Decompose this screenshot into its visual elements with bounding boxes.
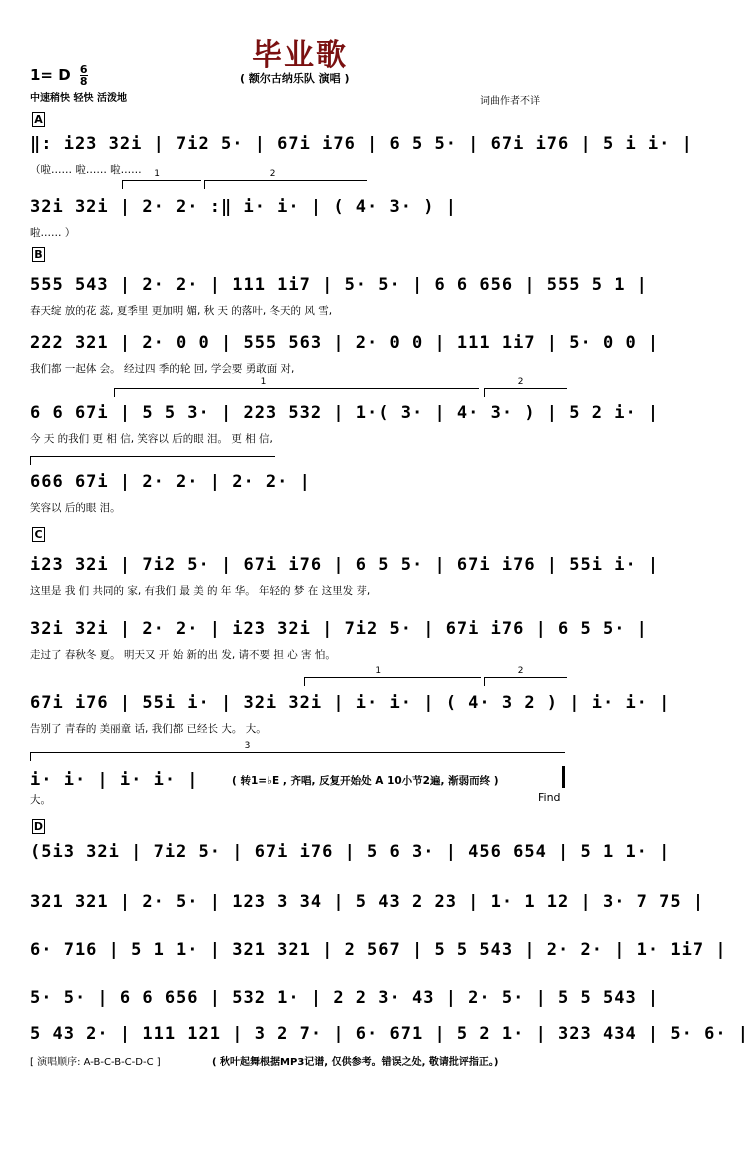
notation-line: (5i3 32i | 7i2 5· | 67i i76 | 5 6 3· | 456 654 | 5 1 1· | [30, 842, 671, 862]
volta-bracket: 1 [304, 677, 481, 686]
tempo-marking: 中速稍快 轻快 活泼地 [30, 93, 127, 104]
notation-line: 555 543 | 2· 2· | 111 1i7 | 5· 5· | 6 6 656 | 555 5 1 | [30, 275, 648, 295]
notation-line: 6 6 67i | 5 5 3· | 223 532 | 1·( 3· | 4· 3· ) | 5 2 i· | [30, 403, 660, 423]
score-row [30, 393, 660, 453]
section-c-label: C [32, 527, 45, 542]
score-row [30, 545, 660, 605]
score-row [30, 323, 660, 383]
key-label: 1= D [30, 66, 71, 84]
volta-bracket: 2 [204, 180, 367, 189]
lyrics-line: 春天绽 放的花 蕊, 夏季里 更加明 媚, 秋 天 的落叶, 冬天的 风 雪, [30, 305, 333, 317]
time-denominator: 8 [79, 75, 88, 88]
score-row [30, 265, 648, 325]
fine-marker: Find [538, 791, 561, 804]
lyrics-line: 告别了 青春的 美丽童 话, 我们都 已经长 大。 大。 [30, 723, 267, 735]
volta-bracket: 2 [484, 677, 567, 686]
notation-line: i23 32i | 7i2 5· | 67i i76 | 6 5 5· | 67i i76 | 55i i· | [30, 555, 660, 575]
modulation-note: ( 转1=♭E , 齐唱, 反复开始处 A 10小节2遍, 渐弱而终 ) [232, 775, 499, 787]
score-row [30, 462, 570, 522]
section-a-label: A [32, 112, 45, 127]
notation-line: 5 43 2· | 111 121 | 3 2 7· | 6· 671 | 5 2 1· | 323 434 | 5· 6· | [30, 1024, 749, 1044]
lyrics-line: 我们都 一起体 会。 经过四 季的轮 回, 学会要 勇敢面 对, [30, 363, 295, 375]
score-row [30, 124, 693, 184]
time-signature [80, 64, 88, 87]
lyrics-line: 啦…… ） [30, 227, 76, 239]
score-row [30, 760, 230, 820]
volta-bracket: 1 [114, 388, 479, 397]
lyrics-line: 笑容以 后的眼 泪。 [30, 502, 121, 514]
lyrics-line: 大。 [30, 794, 51, 806]
notation-line: 6· 716 | 5 1 1· | 321 321 | 2 567 | 5 5 543 | 2· 2· | 1· 1i7 | [30, 940, 727, 960]
volta-bracket: 2 [484, 388, 567, 397]
performance-order: [ 演唱顺序: A-B-C-B-C-D-C ] [30, 1057, 161, 1068]
volta-bracket: 1 [122, 180, 201, 189]
notation-line: i· i· | i· i· | [30, 770, 199, 790]
score-row [30, 683, 671, 743]
lyrics-line: 这里是 我 们 共同的 家, 有我们 最 美 的 年 华。 年轻的 梦 在 这里发 芽, [30, 585, 371, 597]
volta-bracket: 3 [30, 752, 565, 761]
transcription-note: ( 秋叶起舞根据MP3记谱, 仅供参考。错误之处, 敬请批评指正。) [212, 1057, 499, 1068]
notation-line: 32i 32i | 2· 2· :‖ i· i· | ( 4· 3· ) | [30, 197, 457, 217]
score-row [30, 187, 570, 247]
key-signature [30, 64, 88, 87]
time-numerator: 6 [79, 63, 88, 76]
lyrics-line: 走过了 春秋冬 夏。 明天又 开 始 新的出 发, 请不要 担 心 害 怕。 [30, 649, 336, 661]
notation-line: 666 67i | 2· 2· | 2· 2· | [30, 472, 311, 492]
notation-line: ‖: i23 32i | 7i2 5· | 67i i76 | 6 5 5· | 67i i76 | 5 i i· | [30, 134, 693, 154]
notation-line: 5· 5· | 6 6 656 | 532 1· | 2 2 3· 43 | 2· 5· | 5 5 543 | [30, 988, 660, 1008]
notation-line: 32i 32i | 2· 2· | i23 32i | 7i2 5· | 67i i76 | 6 5 5· | [30, 619, 648, 639]
notation-line: 321 321 | 2· 5· | 123 3 34 | 5 43 2 23 | 1· 1 12 | 3· 7 75 | [30, 892, 705, 912]
credit: 词曲作者不详 [480, 96, 540, 107]
song-title: 毕业歌 [252, 38, 348, 73]
notation-line: 222 321 | 2· 0 0 | 555 563 | 2· 0 0 | 111 1i7 | 5· 0 0 | [30, 333, 660, 353]
lyrics-line: 今 天 的我们 更 相 信, 笑容以 后的眼 泪。 更 相 信, [30, 433, 273, 445]
section-b-label: B [32, 247, 45, 262]
final-barline [562, 766, 565, 788]
score-row [30, 609, 648, 669]
notation-line: 67i i76 | 55i i· | 32i 32i | i· i· | ( 4· 3 2 ) | i· i· | [30, 693, 671, 713]
section-d-label: D [33, 820, 44, 833]
performer: ( 额尔古纳乐队 演唱 ) [240, 72, 350, 85]
lyrics-line: （啦…… 啦…… 啦…… [30, 164, 142, 176]
